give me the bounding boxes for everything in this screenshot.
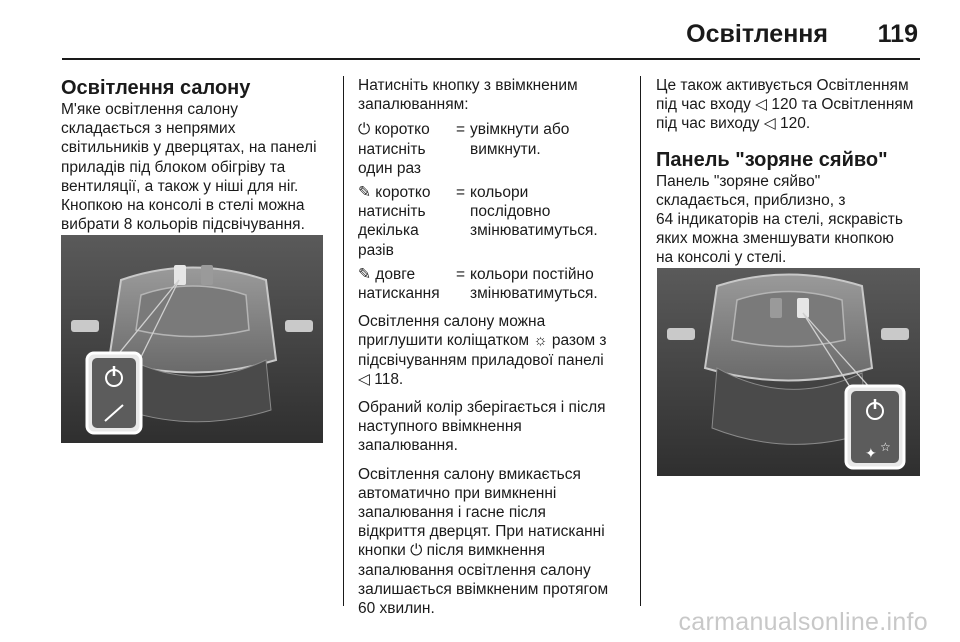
text-line: залишається ввімкненим протягом	[358, 580, 609, 598]
text-line: під час входу ◁ 120 та Освітленням	[656, 96, 914, 114]
text-line: вибрати 8 кольорів підсвічування.	[61, 216, 305, 234]
svg-text:☆: ☆	[880, 440, 891, 454]
text-line: приглушити коліщатком ☼ разом з	[358, 332, 607, 350]
column-3	[656, 76, 926, 268]
text-line: 60 хвилин.	[358, 600, 435, 618]
text-line: запалювання.	[358, 437, 458, 455]
text-line: кнопки ⏻ після вимкнення	[358, 542, 546, 560]
ceiling-console-image-starlight	[657, 268, 920, 476]
text-line: увімкнути або	[470, 121, 570, 139]
text-line: ✎ коротко	[358, 184, 431, 202]
ceiling-console-image-ambient	[61, 235, 323, 443]
column-divider-left	[343, 76, 344, 606]
action-cell	[358, 265, 456, 303]
text-line: Освітлення салону можна	[358, 313, 546, 331]
watermark: carmanualsonline.info	[678, 608, 928, 636]
column-2	[358, 76, 628, 618]
text-line: запалюванням:	[358, 96, 469, 114]
interior-lighting-text	[61, 100, 329, 234]
column-divider-right	[640, 76, 641, 606]
text-line: натисніть	[358, 140, 426, 158]
table-row	[358, 120, 628, 178]
text-line: кольори	[470, 184, 529, 202]
text-line: складається з непрямих	[61, 120, 236, 138]
text-line: яких можна зменшувати кнопкою	[656, 230, 894, 248]
text-line: наступного ввімкнення	[358, 418, 522, 436]
page-header	[62, 10, 920, 60]
text-line: світильників у дверцятах, на панелі	[61, 139, 317, 157]
text-line: натискання	[358, 285, 440, 303]
text-line: вимкнути.	[470, 140, 541, 158]
equals-sign: =	[456, 184, 466, 202]
text-line: Освітлення салону вмикається	[358, 465, 581, 483]
result-cell	[470, 265, 628, 303]
text-line: підсвічуванням приладової панелі	[358, 351, 604, 369]
text-line: декілька	[358, 222, 419, 240]
text-line: автоматично при вимкненні	[358, 484, 557, 502]
action-cell	[358, 120, 456, 178]
equals-sign: =	[456, 121, 466, 139]
text-line: запалювання і гасне після	[358, 504, 546, 522]
text-line: Кнопкою на консолі в стелі можна	[61, 197, 305, 215]
section-heading-interior-lighting: Освітлення салону	[61, 77, 251, 99]
column-1	[61, 76, 329, 234]
text-line: змінюватимуться.	[470, 285, 598, 303]
starlight-paragraph	[656, 172, 926, 268]
text-line: відкриття дверцят. При натисканні	[358, 523, 605, 541]
text-line: Обраний колір зберігається і після	[358, 399, 606, 417]
text-line: послідовно	[470, 203, 551, 221]
starlight-console-illustration	[657, 268, 920, 476]
text-line: змінюватимуться.	[470, 222, 598, 240]
color-memory-paragraph	[358, 398, 628, 456]
ceiling-console-illustration	[61, 235, 323, 443]
text-line: 64 індикаторів на стелі, яскравість	[656, 211, 903, 229]
text-line: під час виходу ◁ 120.	[656, 115, 811, 133]
table-row	[358, 183, 628, 260]
text-line: Це також активується Освітленням	[656, 77, 909, 94]
text-line: Панель "зоряне сяйво"	[656, 172, 821, 190]
text-line: запалювання освітлення салону	[358, 561, 591, 579]
button-actions-table	[358, 120, 628, 303]
page-number: 119	[877, 20, 918, 48]
text-line: разів	[358, 241, 394, 259]
text-line: приладів під блоком обігріву та	[61, 158, 286, 176]
text-line: на консолі у стелі.	[656, 249, 787, 267]
text-line: складається, приблизно, з	[656, 191, 846, 209]
section-heading-starlight: Панель "зоряне сяйво"	[656, 148, 888, 171]
entry-exit-paragraph	[656, 76, 926, 134]
text-line: ◁ 118.	[358, 370, 404, 388]
auto-on-paragraph	[358, 465, 628, 619]
text-line: ✎ довге	[358, 265, 416, 283]
result-cell	[470, 120, 628, 178]
table-row	[358, 265, 628, 303]
dimming-paragraph	[358, 312, 628, 389]
text-line: один раз	[358, 159, 422, 177]
equals-sign: =	[456, 265, 466, 283]
svg-text:✦: ✦	[865, 446, 877, 462]
text-line: Натисніть кнопку з ввімкненим	[358, 77, 578, 94]
text-line: ⏻ коротко	[358, 121, 430, 139]
page-title: Освітлення	[686, 20, 828, 48]
text-line: натисніть	[358, 203, 426, 221]
result-cell	[470, 183, 628, 260]
text-line: М'яке освітлення салону	[61, 101, 238, 118]
text-line: вентиляції, а також у ніші для ніг.	[61, 177, 299, 195]
action-cell	[358, 183, 456, 260]
text-line: кольори постійно	[470, 265, 594, 283]
